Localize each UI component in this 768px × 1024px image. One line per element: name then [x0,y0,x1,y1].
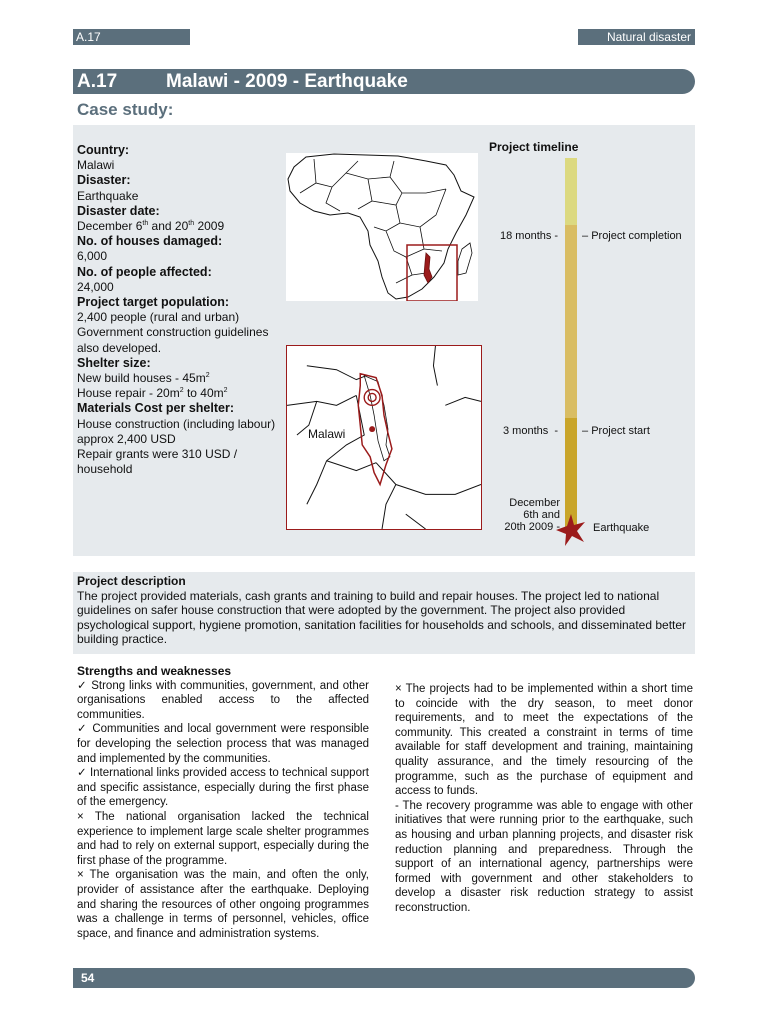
list-item: × The organisation was the main, and often the only, provider of assistance after the earthquake. Deploying and sharing the resources of other ongoing programmes was a challenge in terms of personnel, vehicles, office space, and finance and administration systems. [77,869,369,940]
malawi-map-label: Malawi [308,427,346,441]
footer-bar [73,968,695,988]
africa-map [286,153,478,301]
timeline-3-months: 3 months - [503,425,559,437]
disaster-label: Disaster: [77,173,131,188]
lake-malawi [364,376,390,461]
people-label: No. of people affected: [77,264,212,279]
list-item: × The projects had to be implemented within a short time to coincide with the dry season, to meet donor requirements, and to meet the expectations of the community. This created a constraint in terms of time available for staff development and training, maintaining quality assurance, and the timely resourcing of the programme, such as the purchase of equipment and access to funds. [395,683,693,798]
category-tag: Natural disaster [578,29,695,45]
shelter-label: Shelter size: [77,355,151,370]
description-label: Project description [77,574,186,588]
houses-value: 6,000 [77,249,108,264]
list-item: × The national organisation lacked the technical experience to implement large scale shelter programmes and had to rely on external support, especially during the first phase of the programme. [77,810,369,867]
houses-label: No. of houses damaged: [77,234,223,249]
timeline-completion: – Project completion [582,230,682,242]
target-value-2: Government construction guidelines also developed. [77,325,269,355]
shelter-value-2: House repair - $20m^2$ to $40m^2$ [77,386,228,401]
country-label: Country: [77,143,130,157]
people-value: 24,000 [77,279,114,294]
strengths-right-column [395,682,693,916]
timeline-eq-date: December 6th and 20th 2009 - [504,497,560,533]
title-bar [73,69,695,94]
cost-value-1: House construction (including labour) approx 2,400 USD [77,416,276,446]
shelter-value-1: New build houses - $45m^2$ [77,371,210,386]
capital-dot [369,426,375,432]
page-title: Malawi - 2009 - Earthquake [166,71,408,92]
timeline-bar-top [565,158,577,225]
earthquake-star-icon [556,514,586,546]
list-item: ✓ Communities and local government were responsible for developing the selection process that was managed and implemented by the communities. [77,723,369,765]
strengths-left-column [77,664,369,941]
project-description [77,574,689,647]
disaster-value: Earthquake [77,188,139,203]
madagascar [458,243,472,275]
country-value: Malawi [77,158,115,173]
africa-outline [288,154,474,299]
timeline-earthquake: Earthquake [593,522,650,534]
title-code: A.17 [77,71,118,92]
cost-label: Materials Cost per shelter: [77,401,234,416]
timeline-bar-middle [565,225,577,418]
timeline-18-months: 18 months - [500,230,559,242]
date-label: Disaster date: [77,203,160,218]
list-item: ✓ International links provided access to technical support and specific assistance, especially during the first phase of the emergency. [77,767,369,809]
section-code-tag: A.17 [73,29,190,45]
page-number: 54 [81,971,95,985]
list-item: ✓ Strong links with communities, government, and other organisations enabled access to the affected communities. [77,679,369,721]
case-study-heading: Case study: [77,100,174,119]
description-text: The project provided materials, cash grants and training to build and repair houses. The project led to national guidelines on safer house construction that were adopted by the government. The project also provided psychological support, hygiene promotion, sanitation facilities for households and schools, and disseminated better building practice. [77,588,687,647]
target-label: Project target population: [77,295,230,310]
timeline-title: Project timeline [489,140,579,154]
date-value: December 6th and 20th 2009 [77,219,225,234]
timeline-start: – Project start [582,425,650,437]
target-value-1: 2,400 people (rural and urban) [77,310,240,325]
strengths-heading: Strengths and weaknesses [77,664,232,678]
cost-value-2: Repair grants were 310 USD / household [77,447,238,477]
facts-list [77,143,282,477]
list-item: - The recovery programme was able to engage with other initiatives that were running prior to the earthquake, such as housing and urban planning projects, and disaster risk reduction planning and preparedness. Through the support of an international agency, partnerships were formed with government and other stakeholders to develop a disaster risk reduction strategy to assist reconstruction. [395,799,693,914]
